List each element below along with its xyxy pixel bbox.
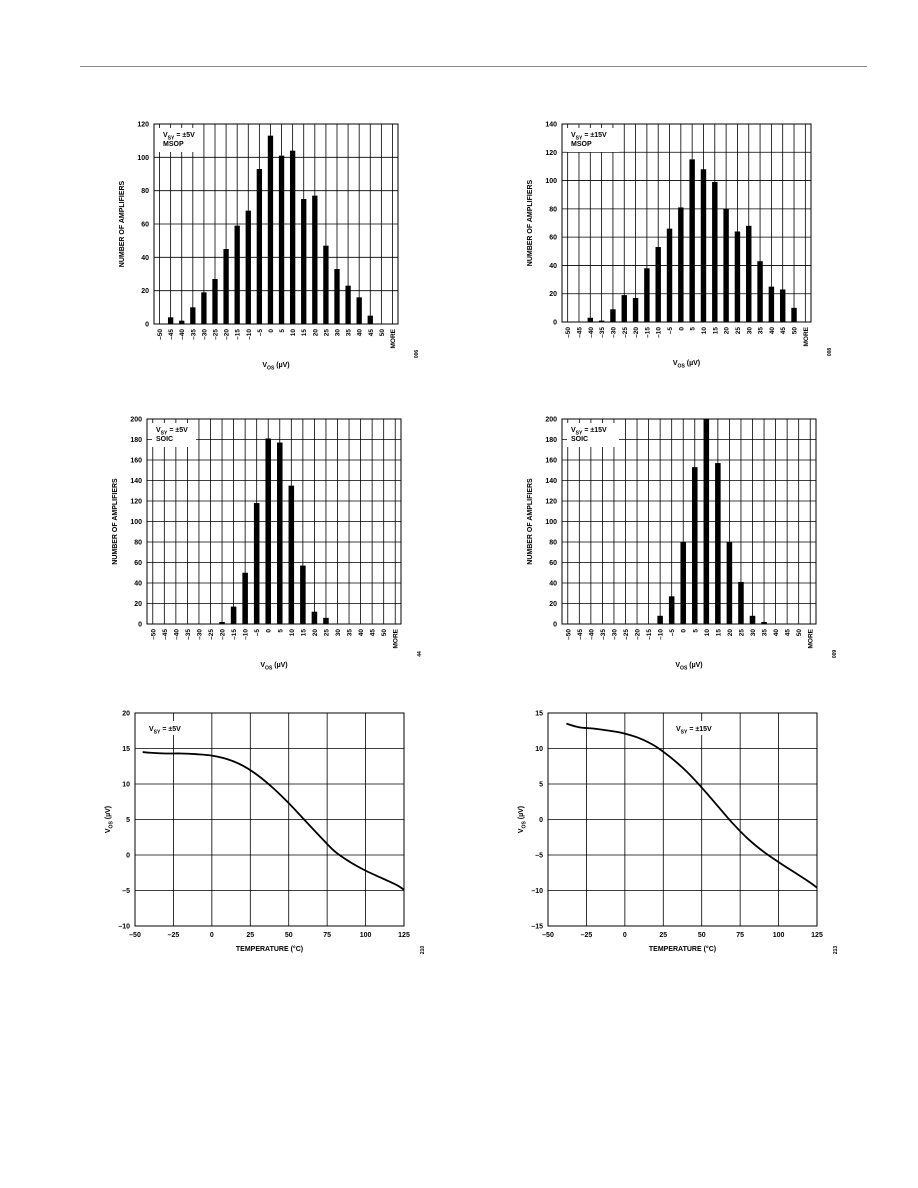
vos-vs-temp-5v — [80, 700, 430, 975]
y-tick-label: 80 — [549, 206, 557, 214]
x-axis-label: $V_{OS}$ (µV) — [262, 362, 290, 372]
x-tick-label: –25 — [212, 329, 220, 340]
y-tick-label: –15 — [531, 923, 543, 931]
y-tick-label: 200 — [130, 416, 142, 424]
y-tick-label: 100 — [130, 519, 142, 526]
y-tick-label: 5 — [126, 817, 130, 824]
x-tick-label: –30 — [610, 327, 618, 338]
x-axis-label: $V_{OS}$ (µV) — [672, 360, 701, 370]
y-tick-label: 0 — [539, 817, 543, 824]
histogram-bar — [738, 582, 744, 624]
annotation-text: $V_{SY} = \pm 5V$ — [156, 427, 188, 437]
y-tick-label: –10 — [118, 923, 130, 931]
annotation-text: $V_{SY} = \pm 15V$ — [571, 132, 607, 142]
x-tick-label: 50 — [796, 629, 804, 637]
figure-code: 009 — [832, 649, 838, 659]
y-tick-label: 80 — [141, 188, 149, 196]
y-tick-label: 0 — [553, 621, 557, 629]
x-tick-label: 50 — [378, 329, 386, 337]
figure-code: 44 — [417, 651, 423, 657]
x-tick-label: 30 — [334, 329, 342, 337]
y-tick-label: 40 — [549, 262, 557, 270]
y-tick-label: 120 — [137, 121, 149, 129]
histogram-bar — [669, 596, 675, 624]
x-tick-label: 10 — [290, 329, 298, 337]
y-tick-label: 10 — [535, 746, 543, 753]
y-tick-label: 15 — [535, 710, 543, 718]
x-tick-label: 25 — [246, 932, 255, 939]
histogram-bar — [277, 443, 283, 624]
histogram-bar — [746, 226, 751, 322]
histogram-bar — [265, 438, 271, 624]
histogram-bar — [242, 573, 248, 624]
y-tick-label: 180 — [130, 437, 142, 444]
x-tick-label: 15 — [300, 629, 308, 637]
x-tick-label: –15 — [231, 629, 239, 640]
histogram-bar — [761, 622, 767, 624]
histogram-bar — [644, 268, 649, 322]
y-tick-label: 60 — [549, 560, 557, 567]
histogram-bar — [704, 419, 710, 624]
x-tick-label: 30 — [335, 629, 342, 637]
x-tick-label: –20 — [634, 629, 642, 640]
y-tick-label: 0 — [553, 319, 557, 327]
histogram-bar — [735, 231, 740, 322]
histogram-bar — [622, 295, 627, 322]
y-tick-label: 100 — [137, 154, 149, 162]
x-tick-label: –10 — [242, 629, 250, 640]
x-tick-label: –10 — [657, 629, 665, 640]
x-tick-label: –40 — [179, 329, 187, 340]
annotation-text: MSOP — [163, 141, 184, 148]
histogram-bar — [610, 309, 615, 322]
histogram-bar — [334, 269, 339, 324]
x-tick-label: 25 — [323, 329, 331, 337]
x-tick-label: 25 — [659, 932, 668, 939]
histogram-bar — [246, 211, 251, 324]
histogram-bar — [257, 169, 262, 324]
x-tick-label: –25 — [580, 932, 593, 939]
x-tick-label: 20 — [311, 629, 319, 637]
x-tick-label: 45 — [367, 329, 375, 337]
x-tick-label: 20 — [726, 629, 734, 637]
histogram-bar — [212, 279, 217, 324]
x-tick-label: –5 — [667, 327, 675, 335]
x-tick-label: –20 — [219, 629, 227, 640]
histogram-bar — [368, 316, 373, 324]
y-tick-label: 20 — [549, 601, 557, 608]
figure-code: 213 — [833, 945, 839, 955]
x-tick-label: –15 — [644, 327, 652, 338]
x-axis-label: TEMPERATURE (°C) — [648, 946, 717, 953]
histogram-bar — [179, 321, 184, 324]
histogram-bar — [588, 318, 593, 322]
x-tick-label: 50 — [791, 327, 799, 335]
y-axis-label: $V_{OS}$ (µV) — [518, 805, 528, 834]
x-tick-label: 15 — [712, 327, 720, 335]
histogram-bar — [727, 542, 733, 624]
y-tick-label: 60 — [549, 234, 557, 242]
x-tick-label: –15 — [234, 329, 242, 340]
histogram-bar — [223, 249, 228, 324]
y-tick-label: 100 — [545, 519, 557, 526]
y-tick-label: 140 — [545, 478, 557, 485]
histogram-bar — [633, 298, 638, 322]
annotation-text: $V_{SY} = \pm 15V$ — [571, 427, 607, 437]
histogram-bar — [190, 307, 195, 324]
histogram-bar — [780, 289, 785, 322]
y-axis-label: NUMBER OF AMPLIFIERS — [112, 478, 119, 565]
x-tick-label: 30 — [746, 327, 754, 335]
y-tick-label: 120 — [545, 149, 557, 157]
histogram-bar — [769, 287, 774, 322]
x-tick-label: 45 — [369, 629, 377, 637]
y-tick-label: 80 — [549, 539, 557, 547]
x-tick-label: –10 — [245, 329, 253, 340]
x-tick-label: 25 — [323, 629, 331, 637]
histogram-msop-15v — [498, 110, 848, 385]
x-tick-label: 125 — [811, 932, 823, 939]
histogram-bar — [168, 317, 173, 324]
y-tick-label: 120 — [130, 498, 142, 506]
y-tick-label: 200 — [545, 416, 557, 424]
x-tick-label: –50 — [129, 932, 141, 939]
y-tick-label: 20 — [141, 288, 149, 296]
x-tick-label: –25 — [167, 932, 180, 939]
x-tick-label: –5 — [256, 329, 264, 337]
x-tick-label: 35 — [346, 629, 354, 637]
y-tick-label: 0 — [138, 621, 142, 629]
x-tick-label: –40 — [588, 629, 596, 640]
y-axis-label: $V_{OS}$ (µV) — [105, 805, 115, 834]
y-tick-label: 140 — [545, 121, 557, 129]
y-tick-label: 60 — [134, 560, 142, 567]
y-tick-label: 40 — [141, 254, 149, 262]
x-tick-label: 75 — [736, 932, 745, 939]
x-tick-label: 15 — [715, 629, 723, 637]
histogram-bar — [289, 486, 295, 624]
x-tick-label: –15 — [646, 629, 654, 640]
x-tick-label: –30 — [611, 629, 619, 640]
x-tick-label: 20 — [723, 327, 731, 335]
annotation-text: SOIC — [571, 436, 589, 443]
x-tick-label: –25 — [623, 629, 630, 640]
x-tick-label: –30 — [196, 629, 204, 640]
histogram-bar — [678, 207, 683, 322]
x-tick-label: 35 — [345, 329, 353, 337]
histogram-bar — [201, 292, 206, 324]
x-tick-label: 40 — [773, 629, 781, 637]
histogram-bar — [231, 607, 237, 624]
histogram-bar — [680, 542, 686, 624]
y-tick-label: 10 — [122, 781, 130, 789]
histogram-bar — [323, 246, 328, 324]
x-tick-label: 5 — [277, 629, 285, 633]
x-tick-label: –45 — [576, 629, 584, 640]
annotation-text: SOIC — [156, 436, 174, 443]
x-tick-label: –50 — [150, 629, 158, 640]
x-tick-label: –45 — [161, 629, 169, 640]
histogram-bar — [655, 247, 660, 322]
x-tick-label: 5 — [689, 327, 697, 331]
annotation-text: $V_{SY} = \pm 15V$ — [676, 726, 712, 736]
x-tick-label: –5 — [669, 629, 677, 637]
histogram-bar — [757, 261, 762, 322]
x-tick-label: 5 — [279, 329, 287, 333]
x-tick-label: –20 — [633, 327, 641, 338]
x-tick-label: 40 — [356, 329, 364, 337]
x-tick-label: 40 — [768, 327, 776, 335]
y-tick-label: 100 — [545, 178, 557, 186]
x-tick-label: MORE — [389, 329, 397, 349]
x-tick-label: 0 — [680, 629, 688, 633]
histogram-bar — [312, 612, 318, 624]
y-tick-label: 40 — [134, 580, 142, 588]
histogram-bar — [219, 622, 225, 624]
x-tick-label: –45 — [576, 327, 584, 338]
x-tick-label: –35 — [599, 629, 607, 640]
x-tick-label: –50 — [565, 629, 573, 640]
histogram-bar — [667, 229, 672, 322]
y-tick-label: 15 — [122, 746, 130, 753]
y-axis-label: NUMBER OF AMPLIFIERS — [527, 179, 534, 267]
x-tick-label: 35 — [761, 629, 769, 637]
histogram-soic-15v — [498, 408, 848, 683]
x-tick-label: 5 — [692, 629, 700, 633]
x-tick-label: –5 — [254, 629, 262, 637]
x-tick-label: 0 — [678, 327, 686, 331]
y-tick-label: 20 — [122, 710, 130, 718]
x-tick-label: 0 — [209, 932, 214, 939]
histogram-bar — [254, 503, 260, 624]
histogram-bar — [715, 463, 721, 624]
x-tick-label: –25 — [208, 629, 215, 640]
y-tick-label: 0 — [126, 852, 130, 860]
x-tick-label: 35 — [757, 327, 765, 335]
x-tick-label: 50 — [697, 932, 706, 939]
histogram-bar — [312, 196, 317, 324]
y-tick-label: 120 — [545, 498, 557, 506]
annotation-text: $V_{SY} = \pm 5V$ — [149, 726, 181, 736]
x-axis-label: $V_{OS}$ (µV) — [260, 662, 288, 672]
x-tick-label: 45 — [784, 629, 792, 637]
x-tick-label: 125 — [398, 932, 410, 939]
x-tick-label: –45 — [168, 329, 176, 340]
x-tick-label: 0 — [267, 329, 275, 333]
x-tick-label: –20 — [223, 329, 231, 340]
x-tick-label: –50 — [542, 932, 554, 939]
x-tick-label: –35 — [184, 629, 192, 640]
histogram-bar — [750, 616, 756, 624]
x-tick-label: MORE — [807, 629, 815, 649]
y-tick-label: 140 — [130, 478, 142, 485]
y-tick-label: 20 — [549, 291, 557, 299]
histogram-bar — [701, 169, 706, 322]
figure-code: 006 — [414, 349, 420, 359]
x-tick-label: 15 — [301, 329, 309, 337]
x-tick-label: –40 — [173, 629, 181, 640]
x-tick-label: 0 — [265, 629, 273, 633]
x-tick-label: 100 — [772, 932, 785, 939]
annotation-text: $V_{SY} = \pm 5V$ — [163, 132, 195, 142]
histogram-msop-5v — [80, 110, 430, 385]
histogram-bar — [279, 156, 284, 324]
histogram-bar — [290, 151, 295, 324]
x-tick-label: 20 — [312, 329, 320, 337]
y-tick-label: 160 — [130, 457, 142, 465]
y-axis-label: NUMBER OF AMPLIFIERS — [527, 478, 534, 565]
y-tick-label: 0 — [145, 321, 149, 329]
histogram-bar — [689, 159, 694, 322]
histogram-bar — [712, 182, 717, 322]
x-tick-label: –35 — [190, 329, 198, 340]
histogram-bar — [791, 308, 796, 322]
x-axis-label: TEMPERATURE (°C) — [235, 946, 304, 953]
y-tick-label: 60 — [141, 221, 149, 229]
x-tick-label: –10 — [655, 327, 663, 338]
x-tick-label: 25 — [738, 629, 746, 637]
histogram-bar — [323, 618, 329, 624]
x-tick-label: –50 — [157, 329, 165, 340]
x-tick-label: –25 — [621, 327, 629, 338]
figure-code: 008 — [827, 347, 833, 357]
figure-code: 210 — [420, 945, 426, 955]
y-tick-label: –10 — [531, 888, 543, 895]
x-tick-label: 40 — [358, 629, 366, 637]
histogram-bar — [657, 616, 663, 624]
histogram-bar — [692, 467, 698, 624]
x-tick-label: 10 — [700, 327, 708, 335]
x-axis-label: $V_{OS}$ (µV) — [675, 662, 703, 672]
histogram-bar — [345, 286, 350, 324]
x-tick-label: –30 — [201, 329, 209, 340]
x-tick-label: 50 — [381, 629, 389, 637]
y-tick-label: 160 — [545, 457, 557, 465]
x-tick-label: 10 — [703, 629, 711, 637]
histogram-bar — [300, 566, 306, 624]
x-tick-label: MORE — [802, 327, 810, 347]
histogram-bar — [599, 321, 604, 322]
histogram-bar — [357, 297, 362, 324]
y-tick-label: –5 — [122, 888, 130, 895]
annotation-text: MSOP — [571, 141, 592, 148]
x-tick-label: 45 — [780, 327, 788, 335]
x-tick-label: 0 — [622, 932, 627, 939]
x-tick-label: 30 — [750, 629, 757, 637]
y-tick-label: 180 — [545, 437, 557, 444]
y-tick-label: 40 — [549, 580, 557, 588]
x-tick-label: 50 — [284, 932, 293, 939]
x-tick-label: 100 — [359, 932, 372, 939]
histogram-bar — [301, 199, 306, 324]
header-rule — [80, 66, 867, 67]
x-tick-label: 10 — [288, 629, 296, 637]
y-axis-label: NUMBER OF AMPLIFIERS — [119, 180, 126, 268]
y-tick-label: 20 — [134, 601, 142, 608]
histogram-bar — [268, 136, 273, 324]
histogram-bar — [723, 209, 728, 322]
x-tick-label: –35 — [599, 327, 607, 338]
y-tick-label: 5 — [539, 781, 543, 789]
x-tick-label: MORE — [392, 629, 400, 649]
y-tick-label: –5 — [535, 852, 543, 860]
x-tick-label: –50 — [565, 327, 573, 338]
x-tick-label: 25 — [734, 327, 742, 335]
vos-vs-temp-15v — [498, 700, 848, 975]
y-tick-label: 80 — [134, 539, 142, 547]
histogram-soic-5v — [80, 408, 430, 683]
x-tick-label: –40 — [587, 327, 595, 338]
x-tick-label: 75 — [323, 932, 332, 939]
histogram-bar — [235, 226, 240, 324]
